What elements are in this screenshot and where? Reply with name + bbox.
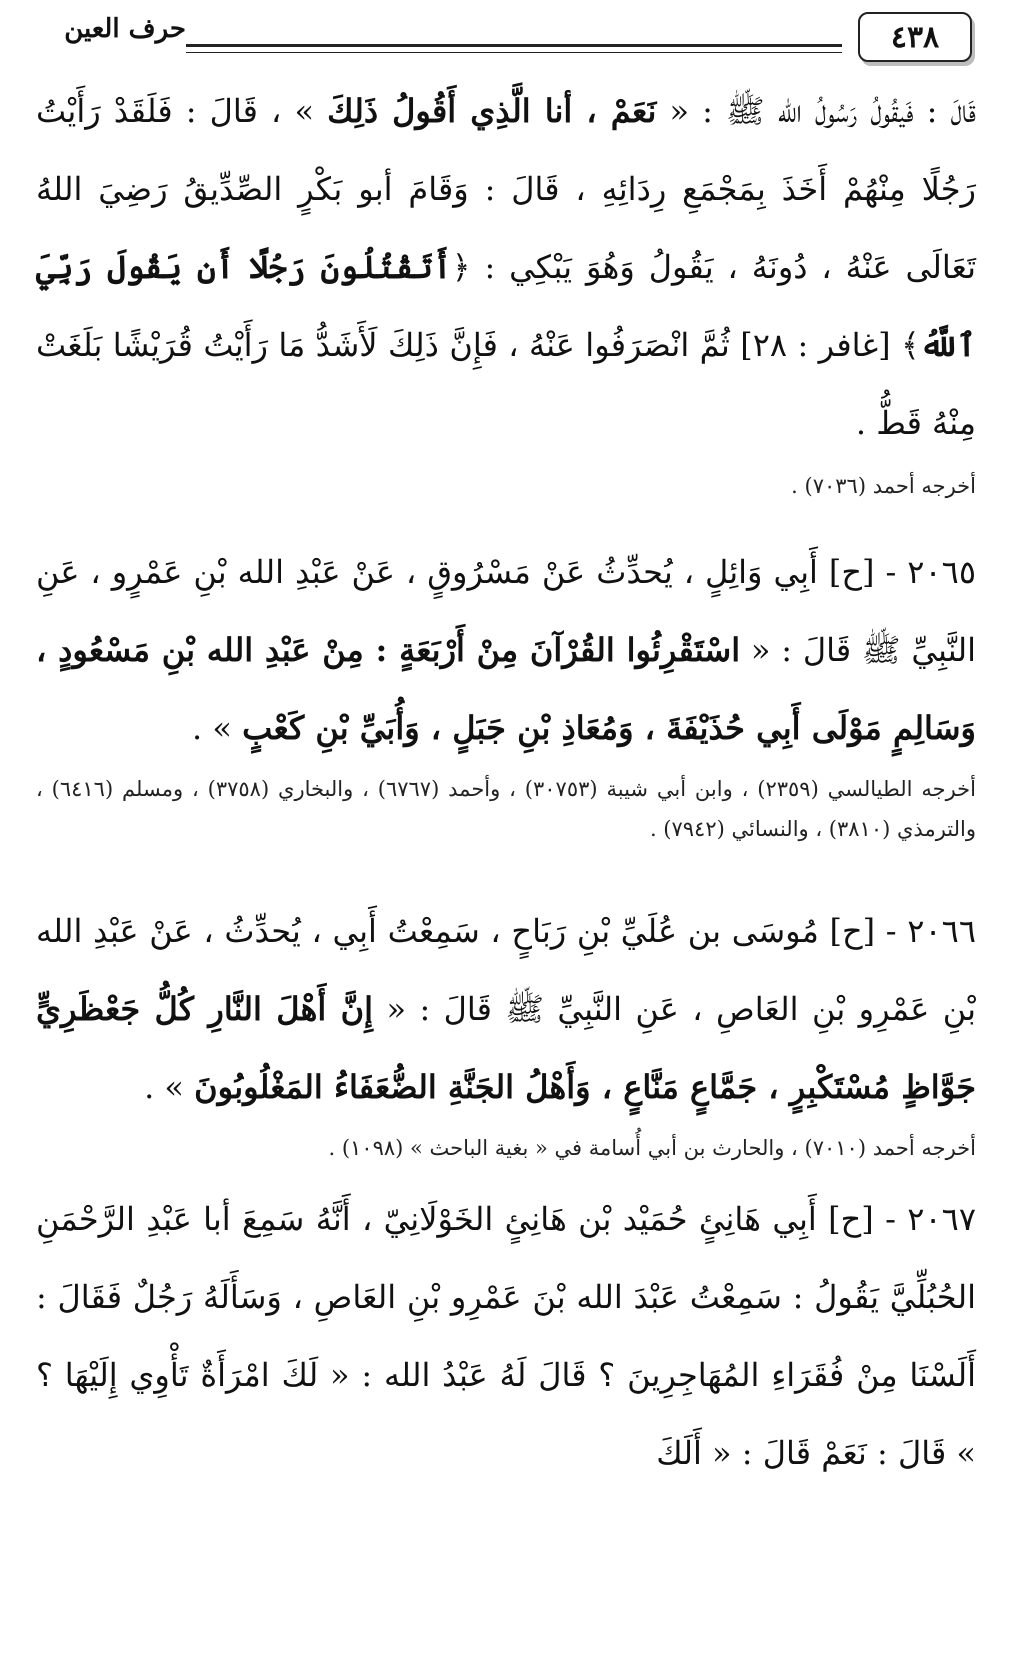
text-segment: لَكَ امْرَأَةٌ تَأْوِي إِلَيْهَا ؟	[36, 1356, 319, 1394]
takhrij-reference: أخرجه أحمد (٧٠١٠) ، والحارث بن أبي أُسامة في « بغية الباحث » (١٠٩٨) .	[328, 1136, 976, 1160]
header-rule-thin	[186, 52, 842, 53]
hadith-text	[36, 1180, 976, 1492]
page-header	[36, 12, 972, 68]
hadith-text	[36, 892, 976, 1126]
hadith-2065	[36, 533, 976, 849]
prophet-quote: نَعَمْ ، أنا الَّذِي أَقُولُ ذَلِكَ	[327, 92, 657, 130]
page-number: ٤٣٨	[858, 12, 972, 62]
text-segment: ﴾ [غافر : ٢٨] ثُمَّ انْصَرَفُوا عَنْهُ ، فَإِنَّ ذَلِكَ لَأَشَدُّ مَا رَأَيْتُ قُرَيْشًا بَلَغَتْ مِنْهُ قَطُّ .	[36, 326, 976, 442]
prophet-quote: إِنَّ أَهْلَ النَّارِ كُلُّ جَعْظَرِيٍّ جَوَّاظٍ مُسْتَكْبِرٍ ، جَمَّاعٍ مَنَّاعٍ ، وَأَهْلُ الجَنَّةِ الضُّعَفَاءُ المَغْلُوبُونَ	[36, 990, 976, 1106]
text-segment: » قَالَ : نَعَمْ قَالَ : « أَلَكَ	[656, 1434, 976, 1472]
text-segment: » .	[192, 709, 243, 747]
hadith-continuation	[36, 72, 976, 506]
text-segment: ٢٠٦٦ - [ح] مُوسَى بن عُلَيِّ بْنِ رَبَاحٍ ، سَمِعْتُ أَبِي ، يُحدِّثُ ، عَنْ عَبْدِ الله بْنِ عَمْرِو بْنِ العَاصِ ، عَنِ النَّبِيِّ ﷺ قَالَ : «	[36, 912, 977, 1028]
takhrij-reference: أخرجه الطيالسي (٢٣٥٩) ، وابن أبي شيبة (٣٠٧٥٣) ، وأحمد (٦٧٦٧) ، والبخاري (٣٧٥٨) ، ومسلم (٦٤١٦) ، والترمذي (٣٨١٠) ، والنسائي (٧٩٤٢) .	[36, 777, 976, 841]
prophet-quote: اسْتَقْرِئُوا القُرْآنَ مِنْ أَرْبَعَةٍ : مِنْ عَبْدِ الله بْنِ مَسْعُودٍ ، وَسَالِمٍ مَوْلَى أَبِي حُذَيْفَةَ ، وَمُعَاذِ بْنِ جَبَلٍ ، وَأُبَيِّ بْنِ كَعْبٍ	[36, 631, 976, 747]
header-rule	[186, 44, 842, 47]
text-segment: » .	[144, 1068, 195, 1106]
chapter-title: حرف العين	[64, 14, 186, 44]
text-segment: قَالَ : فَيقُولُ رَسُولُ الله ﷺ : «	[656, 92, 977, 130]
text-segment: » ، قَالَ : فَلَقَدْ رَأَيْتُ رَجُلًا مِنْهُمْ أَخَذَ بِمَجْمَعِ رِدَائِهِ ، قَالَ : وَقَامَ أبو بَكْرٍ الصِّدِّيقُ رَضِيَ اللهُ تَعَالَى عَنْهُ ، دُونَهُ ، يَقُولُ وَهُوَ يَبْكِي : ﴿	[36, 92, 977, 286]
quran-verse: أَتَقْتُلُونَ رَجُلًا أَن يَقُولَ رَبِّيَ ٱللَّهُ	[36, 248, 977, 364]
hadith-text	[36, 533, 976, 767]
takhrij-reference: أخرجه أحمد (٧٠٣٦) .	[791, 474, 976, 498]
hadith-text	[36, 72, 976, 462]
text-segment: ٢٠٦٧ - [ح] أَبِي هَانِئٍ حُمَيْد بْن هَانِئٍ الخَوْلَانِيّ ، أَنَّهُ سَمِعَ أبا عَبْدِ الرَّحْمَنِ الحُبُلِّيَّ يَقُولُ : سَمِعْتُ عَبْدَ الله بْنَ عَمْرِو بْنِ العَاصِ ، وَسَأَلَهُ رَجُلٌ فَقَالَ : أَلَسْنَا مِنْ فُقَرَاءِ المُهَاجِرِينَ ؟ قَالَ لَهُ عَبْدُ الله : «	[36, 1200, 977, 1394]
hadith-2066	[36, 892, 976, 1168]
text-segment: ٢٠٦٥ - [ح] أَبِي وَائِلٍ ، يُحدِّثُ عَنْ مَسْرُوقٍ ، عَنْ عَبْدِ الله بْنِ عَمْرٍو ، عَنِ النَّبِيِّ ﷺ قَالَ : «	[36, 553, 977, 669]
hadith-2067	[36, 1180, 976, 1492]
